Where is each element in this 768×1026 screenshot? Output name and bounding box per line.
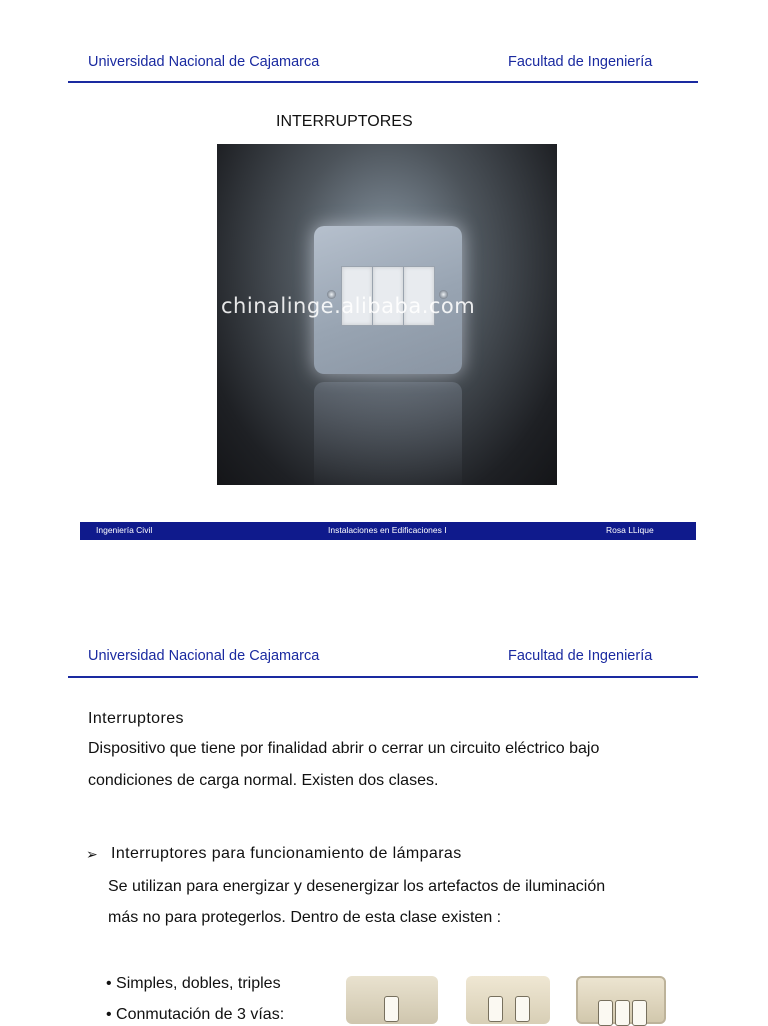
header-rule <box>68 676 698 678</box>
toggle-icon <box>384 996 399 1022</box>
double-switch-photo <box>466 976 550 1024</box>
header-university: Universidad Nacional de Cajamarca <box>88 648 320 664</box>
intro-line-1: Dispositivo que tiene por finalidad abrir o cerrar un circuito eléctrico bajo <box>88 740 600 757</box>
intro-line-2: condiciones de carga normal. Existen dos clases. <box>88 772 439 789</box>
toggle-icon <box>598 1000 613 1026</box>
footer-right: Rosa LLique <box>606 525 654 535</box>
bullet-arrow-icon: ➢ <box>86 846 98 862</box>
list-item-conmutacion: • Conmutación de 3 vías: <box>106 1006 285 1023</box>
footer-left: Ingeniería Civil <box>96 525 153 535</box>
footer-center: Instalaciones en Edificaciones I <box>328 525 447 535</box>
toggle-icon <box>615 1000 630 1026</box>
photo-watermark: chinalinge.alibaba.com <box>221 294 476 318</box>
header-faculty: Facultad de Ingeniería <box>508 648 653 664</box>
toggle-icon <box>488 996 503 1022</box>
footer-bar <box>80 522 696 540</box>
section-title: Interruptores <box>88 710 184 727</box>
bullet-heading: Interruptores para funcionamiento de lámparas <box>111 845 462 862</box>
header-rule <box>68 81 698 83</box>
header-faculty: Facultad de Ingeniería <box>508 54 653 70</box>
toggle-icon <box>632 1000 647 1026</box>
bullet-line-2: más no para protegerlos. Dentro de esta clase existen : <box>108 909 502 926</box>
list-item-simples: • Simples, dobles, triples <box>106 975 281 992</box>
triple-switch-photo <box>576 976 666 1024</box>
header-university: Universidad Nacional de Cajamarca <box>88 54 320 70</box>
light-switch-triple-photo <box>217 144 557 485</box>
plate-reflection <box>314 382 462 485</box>
toggle-icon <box>515 996 530 1022</box>
single-switch-photo <box>346 976 438 1024</box>
page-title: INTERRUPTORES <box>276 113 413 130</box>
bullet-line-1: Se utilizan para energizar y desenergizar los artefactos de iluminación <box>108 878 606 895</box>
